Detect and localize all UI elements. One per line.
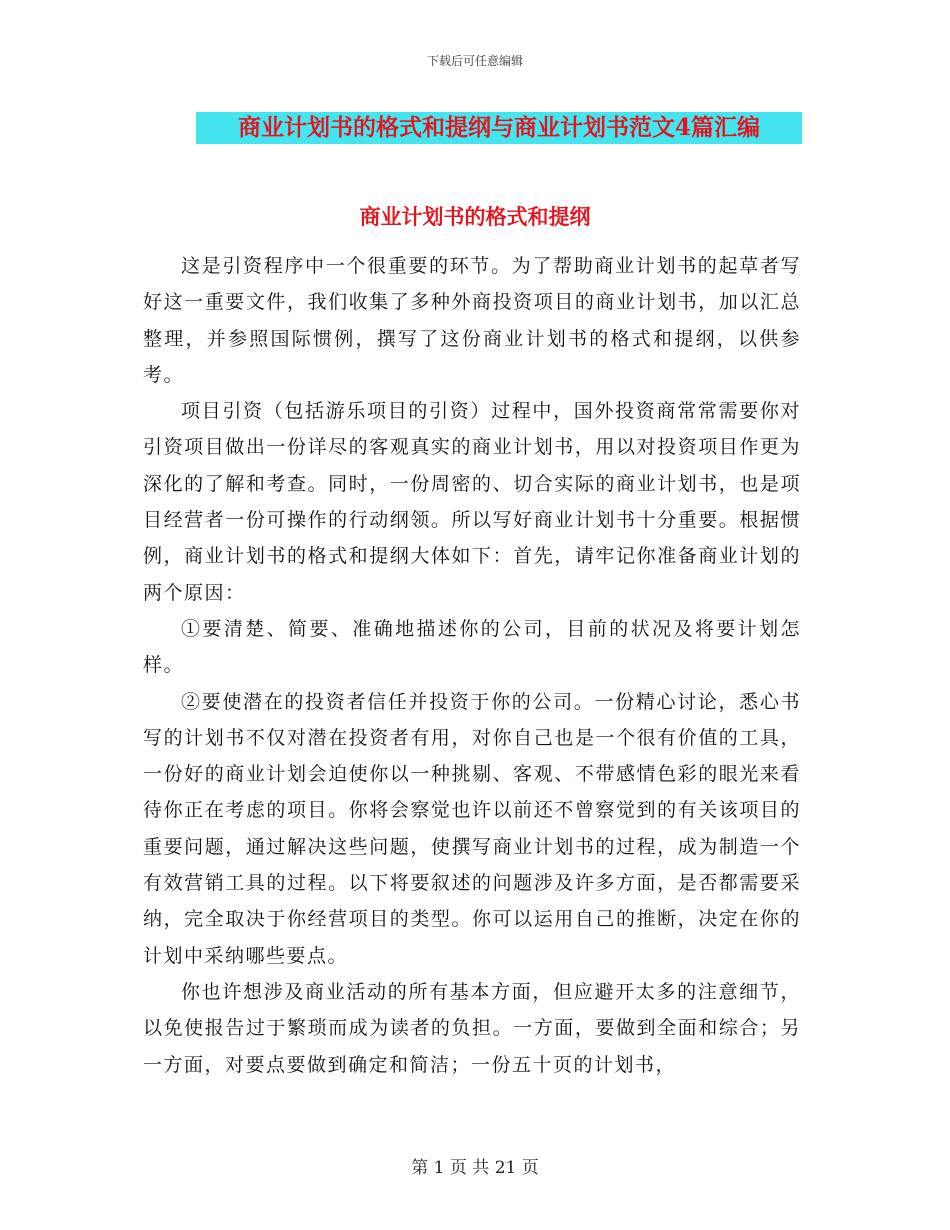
paragraph: 你也许想涉及商业活动的所有基本方面，但应避开太多的注意细节，以免使报告过于繁琐而成为读者的负担。一方面，要做到全面和综合；另一方面，对要点要做到确定和简洁；一份五十页的计划书，: [143, 980, 801, 1076]
paragraph: ②要使潜在的投资者信任并投资于你的公司。一份精心讨论，悉心书写的计划书不仅对潜在投资者有用，对你自己也是一个很有价值的工具，一份好的商业计划会迫使你以一种挑剔、客观、不带感情色彩的眼光来看待你正在考虑的项目。你将会察觉也许以前还不曾察觉到的有关该项目的重要问题，通过解决这些问题，使撰写商业计划书的过程，成为制造一个有效营销工具的过程。以下将要叙述的问题涉及许多方面，是否都需要采纳，完全取决于你经营项目的类型。你可以运用自己的推断，决定在你的计划中采纳哪些要点。: [143, 690, 801, 967]
paragraph: 项目引资（包括游乐项目的引资）过程中，国外投资商常常需要你对引资项目做出一份详尽的客观真实的商业计划书，用以对投资项目作更为深化的了解和考查。同时，一份周密的、切合实际的商业计划书，也是项目经营者一份可操作的行动纲领。所以写好商业计划书十分重要。根据惯例，商业计划书的格式和提纲大体如下：首先，请牢记你准备商业计划的两个原因：: [143, 400, 801, 604]
document-title: 商业计划书的格式和提纲与商业计划书范文4篇汇编: [237, 114, 760, 141]
paragraph: ①要清楚、简要、准确地描述你的公司，目前的状况及将要计划怎样。: [143, 617, 801, 677]
document-title-highlight: [196, 112, 802, 144]
section-heading: 商业计划书的格式和提纲: [359, 204, 591, 229]
document-body: [143, 248, 801, 1083]
paragraph: 这是引资程序中一个很重要的环节。为了帮助商业计划书的起草者写好这一重要文件，我们收集了多种外商投资项目的商业计划书，加以汇总整理，并参照国际惯例，撰写了这份商业计划书的格式和提纲，以供参考。: [143, 255, 801, 386]
page-number-footer: 第 1 页 共 21 页: [411, 1158, 539, 1178]
page-header-note: 下载后可任意编辑: [426, 54, 523, 68]
